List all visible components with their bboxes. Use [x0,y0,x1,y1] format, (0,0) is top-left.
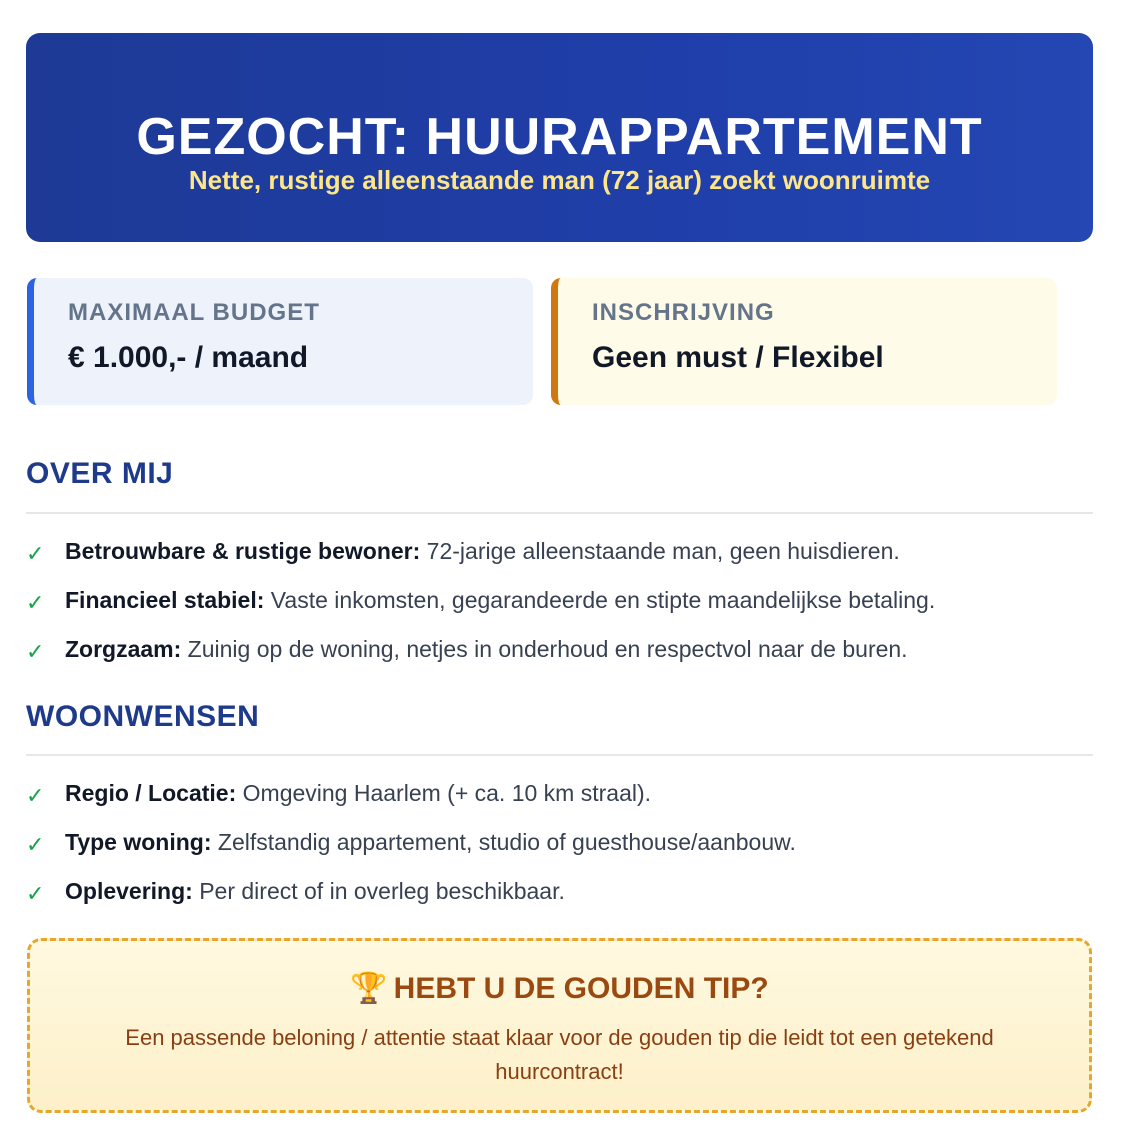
check-icon: ✓ [26,542,45,567]
check-icon: ✓ [26,784,45,809]
list-item [26,827,1093,857]
inschrijving-card [551,278,1057,405]
trophy-icon: 🏆 [350,971,388,1006]
list-item [26,876,1093,906]
section-divider [26,754,1093,756]
list-item-label: Type woning: [65,829,212,855]
budget-card [27,278,533,405]
check-icon: ✓ [26,591,45,616]
list-item-description: Omgeving Haarlem (+ ca. 10 km straal). [236,780,652,806]
tip-callout [27,938,1092,1113]
list-item-text [65,778,651,808]
list-item-description: Zelfstandig appartement, studio of guesthouse/aanbouw. [211,829,796,855]
list-item-label: Oplevering: [65,878,193,904]
list-item-description: Zuinig op de woning, netjes in onderhoud en respectvol naar de buren. [181,636,908,662]
inschrijving-value: Geen must / Flexibel [592,341,884,374]
check-icon: ✓ [26,833,45,858]
list-item-text [65,634,908,664]
page-title: GEZOCHT: HUURAPPARTEMENT [136,108,983,166]
list-item-label: Zorgzaam: [65,636,182,662]
list-item-description: Vaste inkomsten, gegarandeerde en stipte maandelijkse betaling. [264,587,936,613]
list-item-label: Financieel stabiel: [65,587,265,613]
inschrijving-label: INSCHRIJVING [592,299,775,326]
tip-title-row [30,969,1089,1009]
tip-title: HEBT U DE GOUDEN TIP? [393,972,769,1005]
list-item [26,536,1093,566]
list-item-description: 72-jarige alleenstaande man, geen huisdieren. [420,538,900,564]
section-divider [26,512,1093,514]
section-title-over-mij: OVER MIJ [26,457,174,490]
list-item-description: Per direct of in overleg beschikbaar. [192,878,565,904]
tip-text: Een passende beloning / attentie staat klaar voor de gouden tip die leidt tot een getekend huurcontract! [125,1025,994,1084]
section-title-woonwensen: WOONWENSEN [26,700,260,733]
list-item-text [65,827,796,857]
header-banner [26,33,1093,242]
list-item-text [65,876,565,906]
budget-value: € 1.000,- / maand [68,341,309,374]
list-item [26,778,1093,808]
list-item [26,634,1093,664]
list-item-label: Betrouwbare & rustige bewoner: [65,538,421,564]
list-item-text [65,536,900,566]
list-item [26,585,1093,615]
page-subtitle: Nette, rustige alleenstaande man (72 jaar) zoekt woonruimte [188,165,931,195]
budget-label: MAXIMAAL BUDGET [68,299,320,326]
check-icon: ✓ [26,640,45,665]
list-item-label: Regio / Locatie: [65,780,237,806]
check-icon: ✓ [26,882,45,907]
list-item-text [65,585,935,615]
